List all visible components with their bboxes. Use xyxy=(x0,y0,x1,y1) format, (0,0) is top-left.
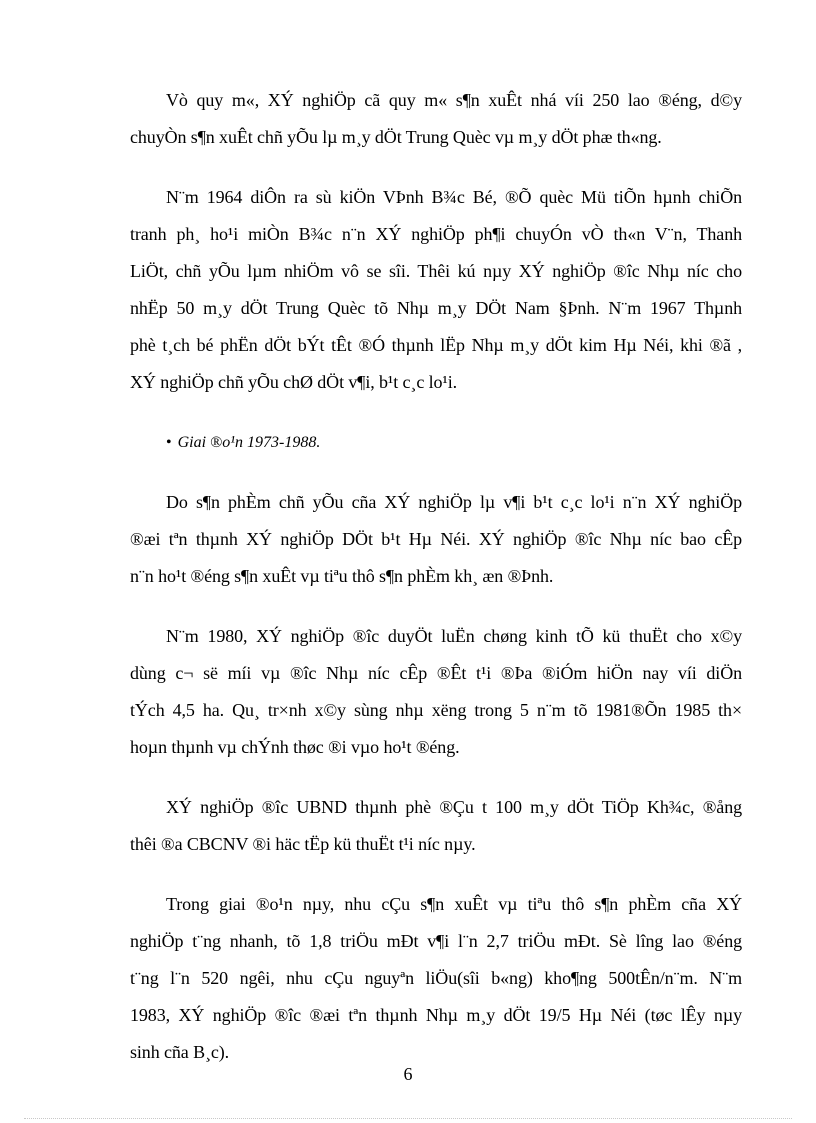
text-line: 1983, XÝ nghiÖp ®îc ®æi tªn thµnh Nhµ m¸y dÖt 19/5 Hµ Néi (tøc lÊy nµy xyxy=(130,1005,742,1025)
page-edge-divider xyxy=(24,1118,792,1119)
text-line: Vò quy m«, XÝ nghiÖp cã quy m« s¶n xuÊt nhá víi 250 lao ®éng, d©y xyxy=(166,90,742,110)
text-line: thêi ®a CBCNV ®i häc tËp kü thuËt t¹i níc nµy. xyxy=(130,834,476,854)
text-line: N¨m 1980, XÝ nghiÖp ®îc duyÖt luËn chøng kinh tÕ kü thuËt cho x©y xyxy=(166,626,742,646)
paragraph-products xyxy=(130,484,742,595)
text-line: Do s¶n phÈm chñ yÕu cña XÝ nghiÖp lµ v¶i b¹t c¸c lo¹i n¨n XÝ nghiÖp xyxy=(166,492,742,512)
section-bullet xyxy=(130,424,742,461)
text-line: Trong giai ®o¹n nµy, nhu cÇu s¶n xuÊt vµ tiªu thô s¶n phÈm cña XÝ xyxy=(166,894,742,914)
text-line: N¨m 1964 diÔn ra sù kiÖn VÞnh B¾c Bé, ®Õ quèc Mü tiÕn hµnh chiÕn xyxy=(166,187,742,207)
text-line: chuyÒn s¶n xuÊt chñ yÕu lµ m¸y dÖt Trung Quèc vµ m¸y dÖt phæ th«ng. xyxy=(130,127,662,147)
text-line: ®æi tªn thµnh XÝ nghiÖp DÖt b¹t Hµ Néi. XÝ nghiÖp ®îc Nhµ níc bao cÊp xyxy=(130,529,742,549)
section-heading: Giai ®o¹n 1973-1988. xyxy=(177,434,321,451)
paragraph-period xyxy=(130,886,742,1071)
bullet-icon: • xyxy=(166,434,172,451)
text-line: LiÖt, chñ yÕu lµm nhiÖm vô se sîi. Thêi kú nµy XÝ nghiÖp ®îc Nhµ níc cho xyxy=(130,261,742,281)
text-line: t¨ng l¨n 520 ngêi, nhu cÇu nguyªn liÖu(sîi b«ng) kho¶ng 500tÊn/n¨m. N¨m xyxy=(130,968,742,988)
paragraph-1964 xyxy=(130,179,742,401)
text-line: XÝ nghiÖp chñ yÕu chØ dÖt v¶i, b¹t c¸c lo¹i. xyxy=(130,372,458,392)
text-line: n¨n ho¹t ®éng s¶n xuÊt vµ tiªu thô s¶n phÈm kh¸ æn ®Þnh. xyxy=(130,566,554,586)
text-line: tranh ph¸ ho¹i miÒn B¾c n¨n XÝ nghiÖp ph¶i chuyÓn vÒ th«n V¨n, Thanh xyxy=(130,224,742,244)
paragraph-scale xyxy=(130,82,742,156)
text-line: tÝch 4,5 ha. Qu¸ tr×nh x©y sùng nhµ xëng trong 5 n¨m tõ 1981®Õn 1985 th× xyxy=(130,700,742,720)
text-line: sinh cña B¸c). xyxy=(130,1042,230,1062)
text-line: XÝ nghiÖp ®îc UBND thµnh phè ®Çu t 100 m¸y dÖt TiÖp Kh¾c, ®ång xyxy=(166,797,742,817)
text-line: nhËp 50 m¸y dÖt Trung Quèc tõ Nhµ m¸y DÖt Nam §Þnh. N¨m 1967 Thµnh xyxy=(130,298,742,318)
text-line: dùng c¬ së míi vµ ®îc Nhµ níc cÊp ®Êt t¹i ®Þa ®iÓm hiÖn nay víi diÖn xyxy=(130,663,742,683)
paragraph-ubnd xyxy=(130,789,742,863)
text-line: hoµn thµnh vµ chÝnh thøc ®i vµo ho¹t ®éng. xyxy=(130,737,460,757)
page-number: 6 xyxy=(403,1064,413,1084)
paragraph-1980 xyxy=(130,618,742,766)
page-body xyxy=(130,82,742,1071)
text-line: phè t¸ch bé phËn dÖt bÝt tÊt ®Ó thµnh lËp Nhµ m¸y dÖt kim Hµ Néi, khi ®ã , xyxy=(130,335,742,355)
text-line: nghiÖp t¨ng nhanh, tõ 1,8 triÖu mÐt v¶i l¨n 2,7 triÖu mÐt. Sè lîng lao ®éng xyxy=(130,931,742,951)
